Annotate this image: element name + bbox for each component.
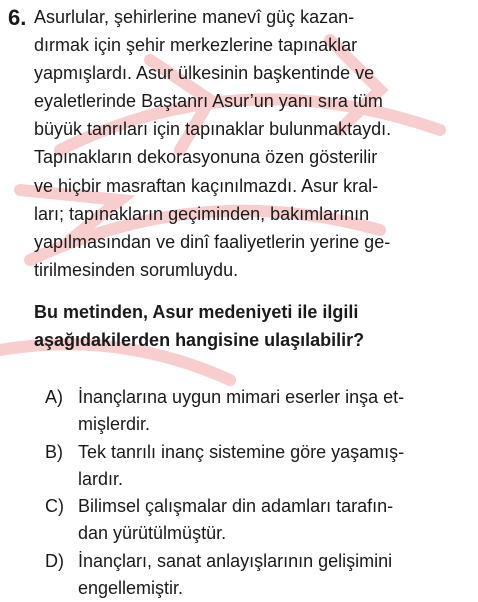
stem-line: eyaletlerinde Baştanrı Asur’un yanı sıra tüm	[34, 87, 474, 115]
stem-line: Tapınakların dekorasyonuna özen gösterilir	[34, 143, 474, 171]
option-text-line: lardır.	[78, 466, 474, 493]
option-letter: D)	[45, 548, 64, 575]
stem-line: Asurlular, şehirlerine manevî güç kazan-	[34, 3, 474, 31]
stem-line: yapılmasından ve dinî faaliyetlerin yerine ge-	[34, 228, 474, 256]
option-letter: C)	[45, 493, 64, 520]
option-text-line: dan yürütülmüştür.	[78, 520, 474, 547]
question-number: 6.	[8, 4, 26, 31]
answer-options	[0, 384, 478, 602]
option-text	[78, 548, 474, 602]
option-text-line: Bilimsel çalışmalar din adamları tarafın-	[78, 493, 474, 520]
option-text-line: İnançlarına uygun mimari eserler inşa et-	[78, 384, 474, 411]
option-text	[78, 384, 474, 438]
stem-line: ve hiçbir masraftan kaçınılmazdı. Asur kral-	[34, 172, 474, 200]
question-prompt	[34, 298, 474, 354]
option-text-line: Tek tanrılı inanç sistemine göre yaşamış-	[78, 439, 474, 466]
stem-line: büyük tanrıları için tapınaklar bulunmaktaydı.	[34, 115, 474, 143]
prompt-line: aşağıdakilerden hangisine ulaşılabilir?	[34, 326, 474, 354]
option-letter: A)	[45, 384, 63, 411]
prompt-line: Bu metinden, Asur medeniyeti ile ilgili	[34, 298, 474, 326]
option-text-line: İnançları, sanat anlayışlarının gelişimini	[78, 548, 474, 575]
option-b[interactable]	[0, 439, 478, 494]
option-text	[78, 493, 474, 547]
option-letter: B)	[45, 439, 63, 466]
option-d[interactable]	[0, 548, 478, 602]
option-a[interactable]	[0, 384, 478, 439]
option-text	[78, 439, 474, 493]
option-c[interactable]	[0, 493, 478, 548]
question-stem	[34, 3, 474, 284]
option-text-line: engellemiştir.	[78, 575, 474, 602]
option-text-line: mişlerdir.	[78, 411, 474, 438]
stem-line: tirilmesinden sorumluydu.	[34, 256, 474, 284]
stem-line: yapmışlardı. Asur ülkesinin başkentinde ve	[34, 59, 474, 87]
stem-line: dırmak için şehir merkezlerine tapınaklar	[34, 31, 474, 59]
stem-line: ları; tapınakların geçiminden, bakımlarının	[34, 200, 474, 228]
